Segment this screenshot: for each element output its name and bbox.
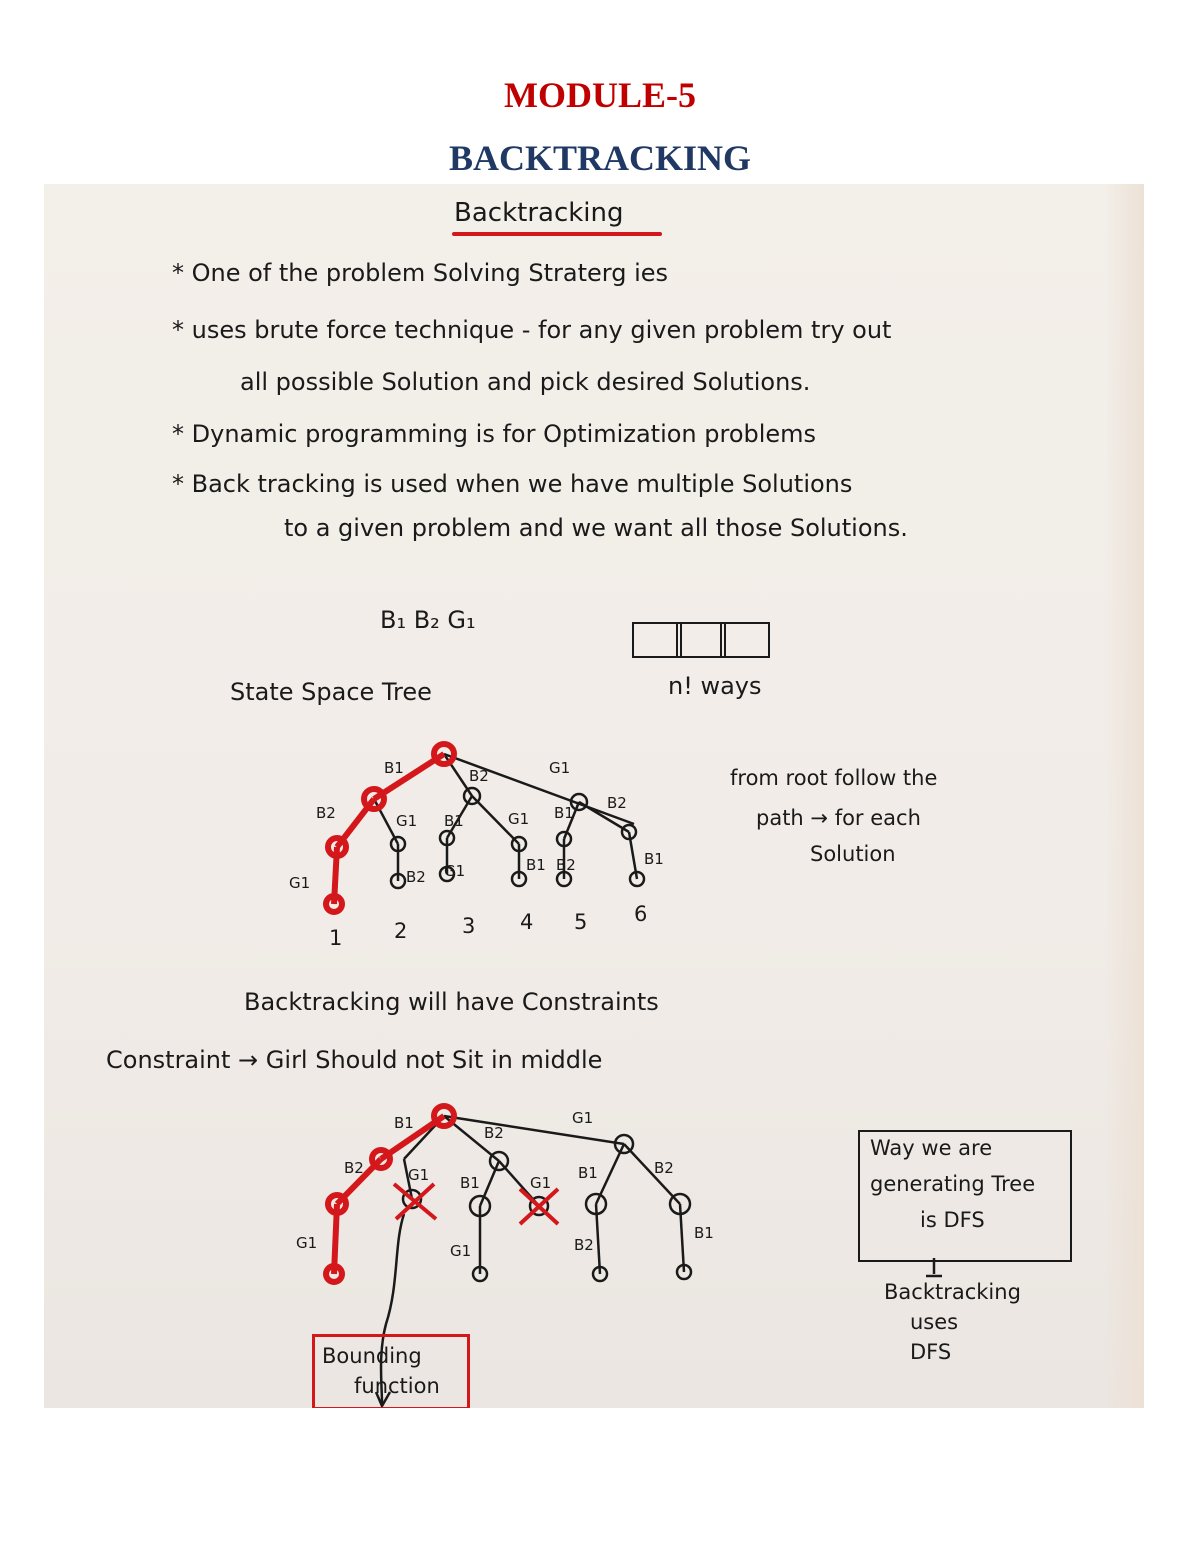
tree1-note-line-2: path → for each — [756, 806, 921, 830]
bullet-two-line-b: all possible Solution and pick desired Solutions. — [240, 368, 811, 396]
tree2-label-b2: B2 — [484, 1124, 504, 1142]
constraint-statement: Constraint → Girl Should not Sit in middle — [106, 1046, 603, 1074]
tree1-label-b1-mid: B1 — [444, 812, 464, 830]
tree1-label-g1-mid: G1 — [396, 812, 418, 830]
tree2-label-g1-left: G1 — [296, 1234, 318, 1252]
handwritten-notes-photo — [44, 184, 1144, 1408]
tree2-label-b2-right: B2 — [654, 1159, 674, 1177]
tree2-label-b1-mid: B1 — [460, 1174, 480, 1192]
tree2-label-b2-low: B2 — [574, 1236, 594, 1254]
tree1-label-b2: B2 — [469, 767, 489, 785]
dfs-arrow — [44, 184, 1144, 1408]
tree2-label-g1-cross2: G1 — [530, 1174, 552, 1192]
tree1-label-b1-right: B1 — [554, 804, 574, 822]
tree2-label-b1: B1 — [394, 1114, 414, 1132]
tree1-note-line-1: from root follow the — [730, 766, 938, 790]
topic-heading: BACKTRACKING — [448, 138, 752, 178]
bullet-four-line-b: to a given problem and we want all those Solutions. — [284, 514, 908, 542]
tree2-label-g1-low: G1 — [450, 1242, 472, 1260]
tree1-label-b1-low: B1 — [526, 856, 546, 874]
tree1-label-b2-left: B2 — [316, 804, 336, 822]
tree2-label-b1-right: B1 — [578, 1164, 598, 1182]
leaf-number-4: 4 — [520, 910, 534, 934]
leaf-number-6: 6 — [634, 902, 648, 926]
leaf-number-3: 3 — [462, 914, 476, 938]
tree2-label-g1: G1 — [572, 1109, 594, 1127]
ways-label: n! ways — [668, 672, 762, 700]
bullet-four-line-a: * Back tracking is used when we have multiple Solutions — [172, 470, 853, 498]
tree1-label-g1: G1 — [549, 759, 571, 777]
bullet-one: * One of the problem Solving Straterg ies — [172, 259, 669, 287]
dfs-conclusion-line-2: uses — [910, 1310, 959, 1334]
dfs-conclusion-line-3: DFS — [910, 1340, 952, 1364]
tree1-label-g1-mid2: G1 — [508, 810, 530, 828]
tree1-label-b1-low2: B1 — [644, 850, 664, 868]
tree2-label-g1-cross: G1 — [408, 1166, 430, 1184]
dfs-box-line-2: generating Tree — [870, 1172, 1036, 1196]
dfs-box-line-1: Way we are — [870, 1136, 993, 1160]
constraints-heading: Backtracking will have Constraints — [244, 988, 659, 1016]
people-label: B₁ B₂ G₁ — [380, 606, 476, 634]
module-heading: MODULE-5 — [504, 75, 696, 115]
notes-title: Backtracking — [454, 198, 624, 228]
state-space-tree-label: State Space Tree — [230, 678, 432, 706]
leaf-number-5: 5 — [574, 910, 588, 934]
tree1-label-g1-low: G1 — [444, 862, 466, 880]
bounding-function-line-2: function — [354, 1374, 440, 1398]
tree1-label-g1-left: G1 — [289, 874, 311, 892]
tree2-label-b2-left: B2 — [344, 1159, 364, 1177]
leaf-number-1: 1 — [329, 926, 343, 950]
bounding-function-line-1: Bounding — [322, 1344, 422, 1368]
leaf-number-2: 2 — [394, 919, 408, 943]
tree1-label-b2-right: B2 — [607, 794, 627, 812]
tree1-label-b2-low: B2 — [406, 868, 426, 886]
bullet-three: * Dynamic programming is for Optimization problems — [172, 420, 817, 448]
tree1-label-b1: B1 — [384, 759, 404, 777]
tree1-note-line-3: Solution — [810, 842, 896, 866]
bullet-two-line-a: * uses brute force technique - for any given problem try out — [172, 316, 892, 344]
dfs-box-line-3: is DFS — [920, 1208, 985, 1232]
tree2-label-b1-low: B1 — [694, 1224, 714, 1242]
dfs-conclusion-line-1: Backtracking — [884, 1280, 1021, 1304]
tree1-label-b2-low2: B2 — [556, 856, 576, 874]
